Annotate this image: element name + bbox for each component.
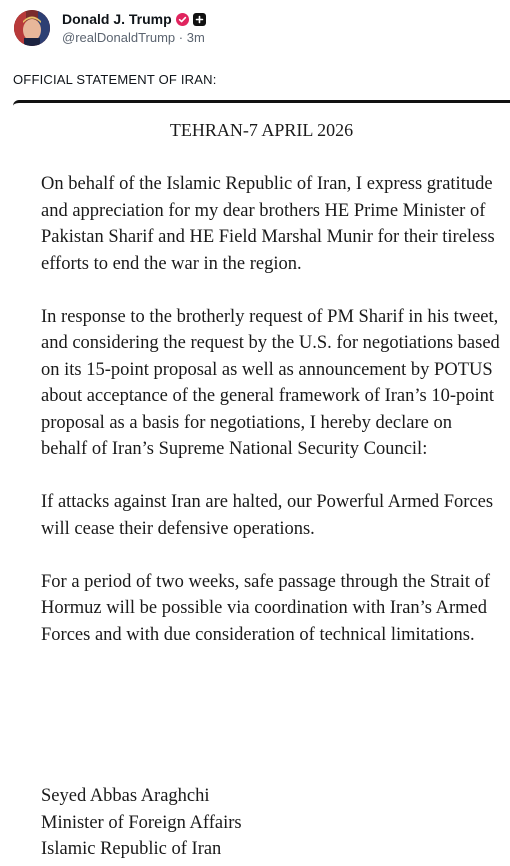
- statement-body: [41, 171, 501, 675]
- plus-square-icon: [193, 13, 206, 26]
- statement-image[interactable]: [13, 100, 510, 866]
- post-header: [12, 8, 498, 48]
- display-name[interactable]: Donald J. Trump: [62, 11, 172, 27]
- timestamp[interactable]: 3m: [186, 30, 205, 45]
- post-text: OFFICIAL STATEMENT OF IRAN:: [13, 72, 217, 87]
- handle[interactable]: @realDonaldTrump: [62, 30, 176, 45]
- statement-paragraph: If attacks against Iran are halted, our Powerful Armed Forces will cease their defensive operations.: [41, 492, 494, 539]
- signature-country: Islamic Republic of Iran: [41, 839, 222, 859]
- signature-title: Minister of Foreign Affairs: [41, 812, 242, 833]
- statement-paragraph: For a period of two weeks, safe passage through the Strait of Hormuz will be possible via coordination with Iran’s Armed Forces and with due consideration of technical limitations.: [41, 571, 491, 645]
- verified-badge-icon: [176, 13, 189, 26]
- statement-paragraph: In response to the brotherly request of PM Sharif in his tweet, and considering the request by the U.S. for negotiations based on its 15-point proposal as well as announcement by POTUS about acceptance of the general framework of Iran’s 10-point proposal as a basis for negotiations, I hereby declare on behalf of Iran’s Supreme National Security Council:: [41, 306, 500, 459]
- handle-line: [62, 30, 498, 46]
- separator: ·: [178, 30, 184, 45]
- author-block: [62, 10, 498, 46]
- statement-date: TEHRAN-7 APRIL 2026: [169, 120, 354, 140]
- avatar[interactable]: [14, 10, 50, 46]
- signature-block: [41, 783, 242, 863]
- statement-paragraph: On behalf of the Islamic Republic of Iran, I express gratitude and appreciation for my dear brothers HE Prime Minister of Pakistan Sharif and HE Field Marshal Munir for their tireless efforts to end the war in the region.: [41, 174, 495, 274]
- signature-name: Seyed Abbas Araghchi: [41, 786, 210, 806]
- name-line: [62, 10, 498, 28]
